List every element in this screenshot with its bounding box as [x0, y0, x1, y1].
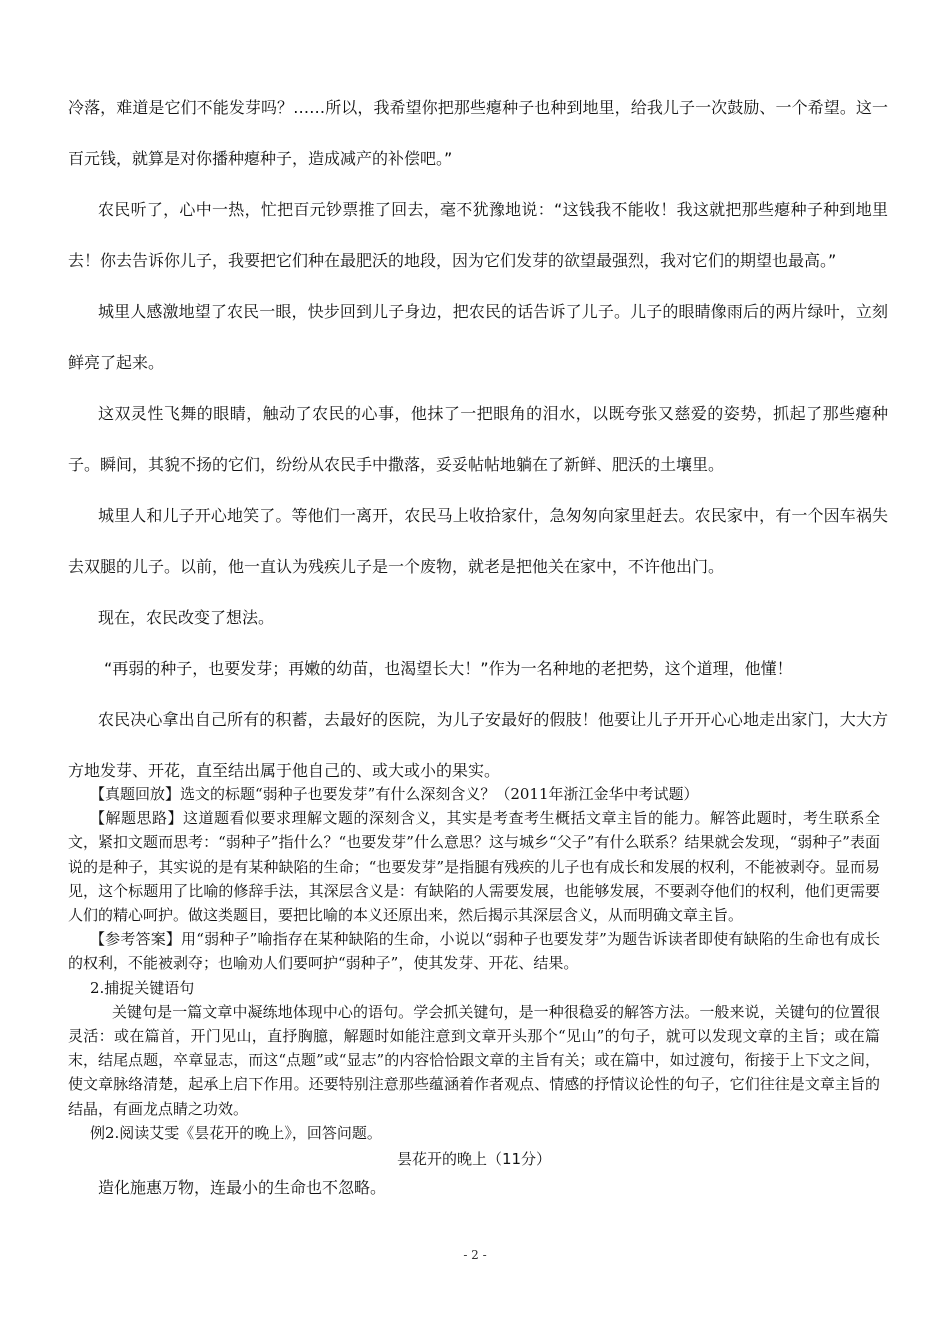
page-number: - 2 - — [463, 1248, 487, 1262]
story-paragraph-7: “再弱的种子，也要发芽；再嫩的幼苗，也渴望长大！”作为一名种地的老把势，这个道理，他懂！ — [104, 659, 793, 678]
section-heading-key-sentences: 2.捕捉关键语句 — [90, 978, 195, 997]
example-first-line: 造化施惠万物，连最小的生命也不忽略。 — [98, 1178, 387, 1198]
story-paragraph-2: 农民听了，心中一热，忙把百元钞票推了回去，毫不犹豫地说：“这钱我不能收！我这就把那些瘪种子种到地里去！你去告诉你儿子，我要把它们种在最肥沃的地段，因为它们发芽的欲望最强烈，我对它们的期望也最高。” — [68, 200, 888, 270]
story-paragraph-6: 现在，农民改变了想法。 — [98, 608, 275, 627]
example-title: 昙花开的晚上（11分） — [396, 1150, 552, 1169]
story-paragraph-8: 农民决心拿出自己所有的积蓄，去最好的医院，为儿子安最好的假肢！他要让儿子开开心心地走出家门，大大方方地发芽、开花，直至结出属于他自己的、或大或小的果实。 — [68, 710, 888, 780]
story-paragraph-5: 城里人和儿子开心地笑了。等他们一离开，农民马上收拾家什，急匆匆向家里赶去。农民家中，有一个因车祸失去双腿的儿子。以前，他一直认为残疾儿子是一个废物，就老是把他关在家中，不许他出门。 — [68, 506, 888, 576]
question-replay: 【真题回放】选文的标题“弱种子也要发芽”有什么深刻含义？（2011年浙江金华中考试题） — [90, 785, 699, 803]
story-paragraph-1: 冷落，难道是它们不能发芽吗？……所以，我希望你把那些瘪种子也种到地里，给我儿子一次鼓励、一个希望。这一百元钱，就算是对你播种瘪种子，造成减产的补偿吧。” — [68, 98, 888, 168]
exam-explanation — [68, 782, 880, 1205]
story-paragraph-3: 城里人感激地望了农民一眼，快步回到儿子身边，把农民的话告诉了儿子。儿子的眼睛像雨后的两片绿叶，立刻鲜亮了起来。 — [68, 302, 888, 372]
solution-analysis: 【解题思路】这道题看似要求理解文题的深刻含义，其实是考查考生概括文章主旨的能力。解答此题时，考生联系全文，紧扣文题而思考：“弱种子”指什么？“也要发芽”什么意思？这与城乡“父子”有什么联系？结果就会发现，“弱种子”表面说的是种子，其实说的是有某种缺陷的生命；“也要发芽”是指腿有残疾的儿子也有成长和发展的权利，不能被剥夺。显而易见，这个标题用了比喻的修辞手法，其深层含义是：有缺陷的人需要发展，也能够发展，不要剥夺他们的权利，他们更需要人们的精心呵护。做这类题目，要把比喻的本义还原出来，然后揭示其深层含义，从而明确文章主旨。 — [68, 809, 880, 925]
reference-answer: 【参考答案】用“弱种子”喻指存在某种缺陷的生命，小说以“弱种子也要发芽”为题告诉读者即使有缺陷的生命也有成长的权利，不能被剥夺；也喻劝人们要呵护“弱种子”，使其发芽、开花、结果。 — [68, 930, 880, 973]
example-intro: 例2.阅读艾雯《昙花开的晚上》，回答问题。 — [90, 1123, 382, 1142]
story-paragraph-4: 这双灵性飞舞的眼睛，触动了农民的心事，他抹了一把眼角的泪水，以既夸张又慈爱的姿势，抓起了那些瘪种子。瞬间，其貌不扬的它们，纷纷从农民手中撒落，妥妥帖帖地躺在了新鲜、肥沃的土壤里。 — [68, 404, 888, 474]
key-sentence-paragraph: 关键句是一篇文章中凝练地体现中心的语句。学会抓关键句，是一种很稳妥的解答方法。一般来说，关键句的位置很灵活：或在篇首，开门见山，直抒胸臆，解题时如能注意到文章开头那个“见山”的句子，就可以发现文章的主旨；或在篇末，结尾点题，卒章显志，而这“点题”或“显志”的内容恰恰跟文章的主旨有关；或在篇中，如过渡句，衔接于上下文之间，使文章脉络清楚，起承上启下作用。还要特别注意那些蕴涵着作者观点、情感的抒情议论性的句子，它们往往是文章主旨的结晶，有画龙点睛之功效。 — [68, 1002, 880, 1118]
story-text — [68, 82, 888, 796]
